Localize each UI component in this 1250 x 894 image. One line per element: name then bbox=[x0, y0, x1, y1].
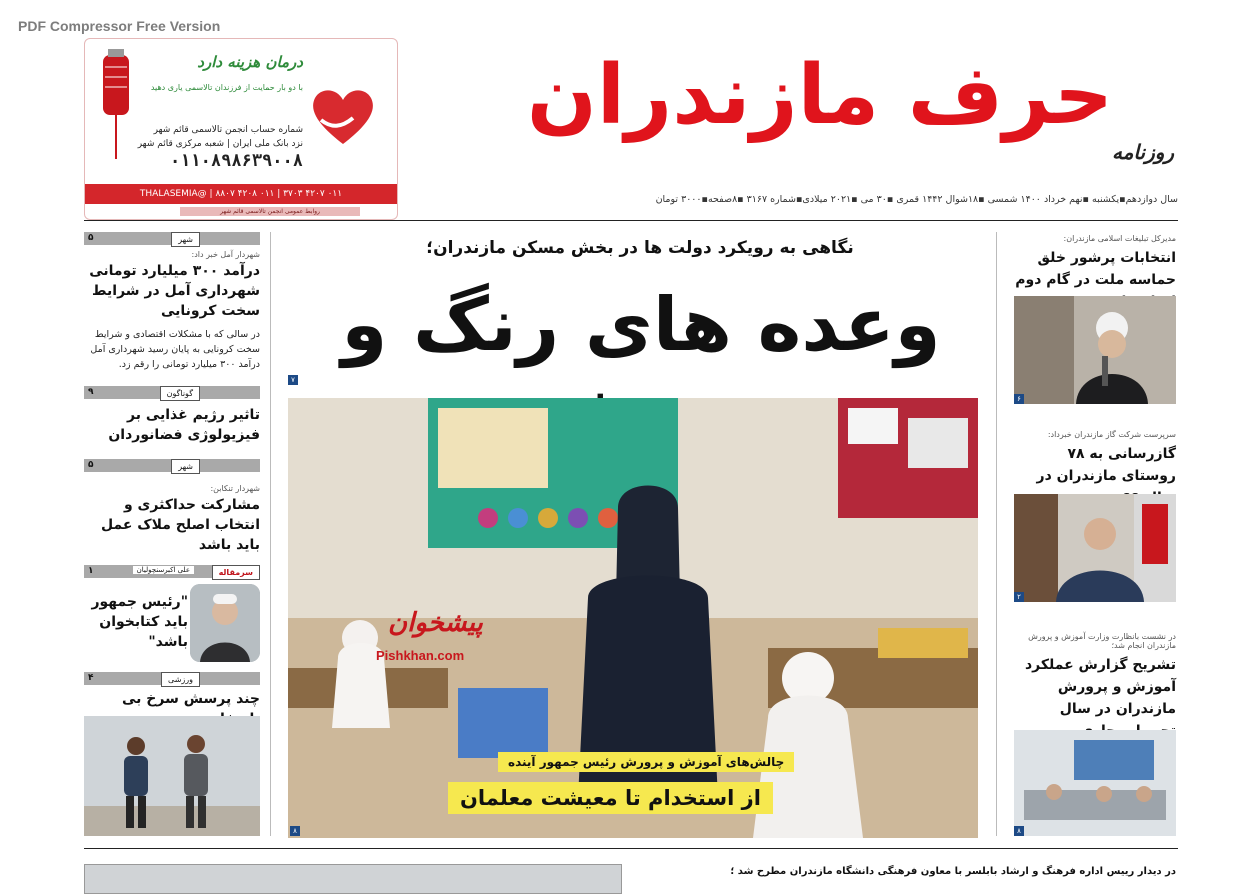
page-number: ۴ bbox=[88, 673, 94, 683]
speaker-photo-icon bbox=[1014, 296, 1176, 404]
photo-page-number: ۸ bbox=[290, 826, 300, 836]
story-headline[interactable]: تشریح گزارش عملکرد آموزش و پرورش مازندران در سال bbox=[1024, 657, 1176, 717]
main-headline[interactable]: وعده های رنگ و bbox=[341, 282, 941, 368]
section-header-city bbox=[84, 232, 260, 245]
section-label: گوناگون bbox=[160, 386, 200, 401]
editorial-block bbox=[84, 584, 260, 664]
bottom-divider bbox=[84, 848, 1178, 849]
story-headline[interactable]: گازرسانی به ۷۸ روستای مازندران در bbox=[1036, 446, 1176, 484]
section-label: شهر bbox=[171, 459, 200, 474]
page-number: ۵ bbox=[88, 460, 94, 470]
story-body: در سالی که با مشکلات اقتصادی و شرایط سخت کرونایی به پایان رسید شهرداری آمل درآمد ۳۰۰ میلیارد تومانی را رقم زد. bbox=[90, 329, 260, 370]
ad-account-info bbox=[113, 123, 303, 151]
official-photo-icon bbox=[1014, 494, 1176, 602]
page-number: ۲ bbox=[1014, 592, 1024, 602]
dateline: سال دوازدهم▪یکشنبه ▪نهم خرداد ۱۴۰۰ شمسی ▪۱۸شوال ۱۴۴۲ قمری ▪۳۰ می ▪۲۰۲۱ میلادی▪شماره ۳۱۶۷ ▪۸صفحه▪۳۰۰۰ تومان bbox=[655, 194, 1178, 205]
story-headline[interactable]: "رئیس جمهور باید کتابخوان باشد" bbox=[91, 594, 188, 650]
ad-description: با دو بار حمایت از فرزندان تالاسمی یاری دهید bbox=[150, 83, 303, 92]
section-label: شهر bbox=[171, 232, 200, 247]
page-number: ۵ bbox=[88, 233, 94, 243]
photo-caption-sub: چالش‌های آموزش و پرورش رئیس جمهور آینده bbox=[498, 752, 794, 772]
ad-title: درمان هزینه دارد bbox=[197, 53, 303, 71]
page-number: ۹ bbox=[88, 387, 94, 397]
header-divider bbox=[84, 220, 1178, 221]
story-kicker: شهردار آمل خبر داد: bbox=[191, 250, 260, 259]
pishkhan-watermark: پیشخوان bbox=[388, 608, 483, 638]
story-kicker: شهردار تنکابن: bbox=[210, 484, 260, 493]
bottom-photo[interactable] bbox=[84, 864, 622, 894]
story-kicker: سرپرست شرکت گاز مازندران خبرداد: bbox=[1047, 430, 1176, 439]
author-photo[interactable] bbox=[190, 584, 260, 662]
section-label: سرمقاله bbox=[212, 565, 260, 580]
meeting-photo-icon bbox=[1014, 730, 1176, 836]
page-number: ۱ bbox=[88, 566, 94, 576]
athletes-photo-icon bbox=[84, 716, 260, 836]
cleric-photo[interactable] bbox=[1014, 296, 1176, 404]
main-page-number: ۷ bbox=[288, 375, 298, 385]
column-divider-right bbox=[996, 232, 997, 836]
ad-account-line2: نزد بانک ملی ایران | شعبه مرکزی قائم شهر bbox=[137, 139, 303, 149]
ad-account-line1: شماره حساب انجمن تالاسمی قائم شهر bbox=[153, 125, 303, 135]
bottom-story-kicker[interactable]: در دیدار رییس اداره فرهنگ و ارشاد بابلسر با معاون فرهنگی دانشگاه مازندران مطرح شد ؛ bbox=[730, 866, 1176, 877]
story-headline[interactable]: چند پرسش سرخ بی bbox=[121, 691, 260, 707]
sports-photo[interactable] bbox=[84, 716, 260, 836]
ad-account-number: ۰۱۱۰۸۹۸۶۳۹۰۰۸ bbox=[169, 151, 303, 171]
story-headline[interactable]: مشارکت حداکثری و انتخاب اصلح ملاک عمل باید باشد bbox=[100, 497, 260, 553]
author-name: علی اکبرسنچولیان bbox=[133, 566, 194, 574]
section-header-city bbox=[84, 459, 260, 472]
ad-contact-bar: ۰۱۱ ۴۲۰۷ ۳۷۰۳ | ۰۱۱ ۴۲۰۸ ۸۸۰۷ | @THALASEMIA bbox=[85, 184, 397, 204]
section-label: ورزشی bbox=[161, 672, 200, 687]
page-number: ۶ bbox=[1014, 394, 1024, 404]
story-headline[interactable]: درآمد ۳۰۰ میلیارد تومانی شهرداری آمل در شرایط سخت کرونایی bbox=[89, 263, 260, 319]
heart-hands-icon bbox=[307, 84, 379, 148]
section-header-editorial bbox=[84, 565, 260, 578]
pishkhan-url: Pishkhan.com bbox=[376, 648, 465, 663]
person-photo-icon bbox=[190, 584, 260, 662]
watermark-text: PDF Compressor Free Version bbox=[18, 18, 221, 34]
photo-caption-main[interactable]: از استخدام تا معیشت معلمان bbox=[448, 782, 773, 814]
story-headline[interactable]: انتخابات پرشور خلق حماسه ملت در گام دوم bbox=[1015, 250, 1176, 288]
section-header-sports bbox=[84, 672, 260, 685]
section-header-misc bbox=[84, 386, 260, 399]
masthead-subtitle: روزنامه bbox=[1112, 140, 1175, 164]
official-photo[interactable] bbox=[1014, 494, 1176, 602]
story-kicker: مدیرکل تبلیغات اسلامی مازندران: bbox=[1063, 234, 1176, 243]
main-photo[interactable] bbox=[288, 398, 978, 838]
newspaper-masthead[interactable]: حرف مازندران bbox=[526, 48, 1114, 143]
story-headline[interactable]: تاثیر رژیم غذایی بر فیزیولوژی فضانوردان bbox=[108, 407, 260, 443]
main-supertitle: نگاهی به رویکرد دولت ها در بخش مسکن مازندران؛ bbox=[426, 238, 854, 258]
meeting-photo[interactable] bbox=[1014, 730, 1176, 836]
left-column bbox=[84, 232, 260, 729]
column-divider-left bbox=[270, 232, 271, 836]
story-kicker: در نشست بانظارت وزارت آموزش و پرورش مازندران انجام شد؛ bbox=[1028, 632, 1176, 650]
page-number: ۸ bbox=[1014, 826, 1024, 836]
thalassemia-ad[interactable] bbox=[84, 38, 398, 220]
right-story-3 bbox=[1014, 632, 1176, 742]
ad-footer: روابط عمومی انجمن تالاسمی قائم شهر bbox=[180, 207, 360, 216]
